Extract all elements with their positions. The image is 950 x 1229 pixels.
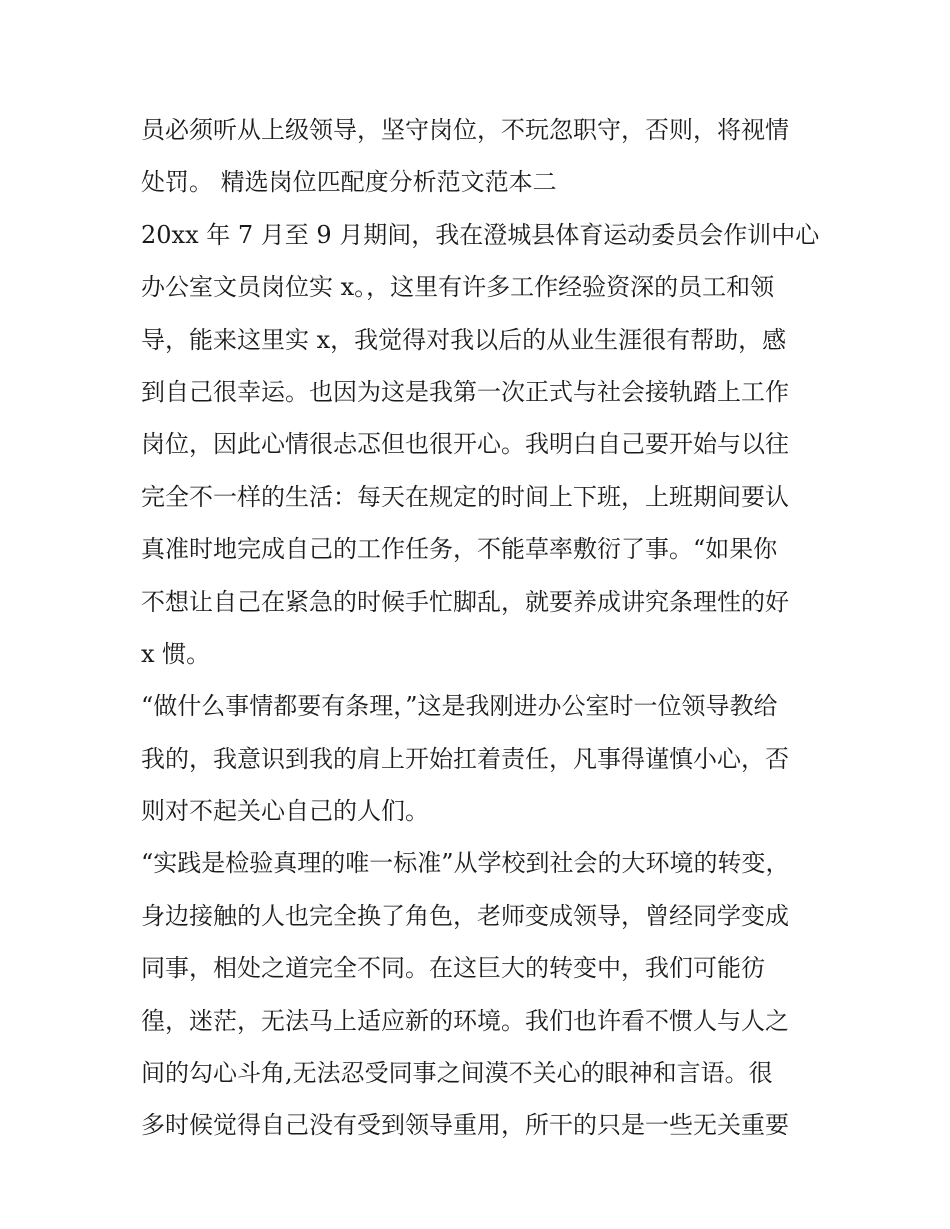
text-line: 间的勾心斗角,无法忍受同事之间漠不关心的眼神和言语。很 (141, 1059, 773, 1088)
text-line: 20xx 年 7 月至 9 月期间，我在澄城县体育运动委员会作训中心 (141, 220, 820, 249)
text-line: 岗位，因此心情很忐忑但也很开心。我明白自己要开始与以往 (141, 430, 789, 459)
text-line: 完全不一样的生活：每天在规定的时间上下班，上班期间要认 (141, 482, 789, 511)
text-line: 真准时地完成自己的工作任务，不能草率敷衍了事。“如果你 (141, 535, 778, 564)
text-line: 到自己很幸运。也因为这是我第一次正式与社会接轨踏上工作 (141, 377, 789, 406)
text-line: 不想让自己在紧急的时候手忙脚乱，就要养成讲究条理性的好 (141, 587, 789, 616)
text-line: 同事，相处之道完全不同。在这巨大的转变中，我们可能彷 (141, 954, 765, 983)
text-line: “做什么事情都要有条理，”这是我刚进办公室时一位领导教给 (141, 692, 778, 721)
text-line: 导，能来这里实 x，我觉得对我以后的从业生涯很有帮助，感 (141, 325, 787, 354)
document-body (141, 104, 831, 1152)
text-line: 处罚。 精选岗位匹配度分析范文范本二 (141, 168, 557, 197)
text-line: 身边接触的人也完全换了角色，老师变成领导，曾经同学变成 (141, 901, 789, 930)
text-line: 员必须听从上级领导，坚守岗位，不玩忽职守，否则，将视情 (141, 116, 789, 144)
text-line: 我的，我意识到我的肩上开始扛着责任，凡事得谨慎小心，否 (141, 744, 789, 773)
text-line: 徨，迷茫，无法马上适应新的环境。我们也许看不惯人与人之 (141, 1006, 789, 1035)
text-line: 办公室文员岗位实 x。，这里有许多工作经验资深的员工和领 (141, 273, 775, 302)
text-line: x 惯。 (141, 639, 211, 668)
text-line: 多时候觉得自己没有受到领导重用，所干的只是一些无关重要 (141, 1111, 789, 1140)
text-line: “实践是检验真理的唯一标准”从学校到社会的大环境的转变， (141, 849, 790, 878)
text-line: 则对不起关心自己的人们。 (141, 797, 429, 826)
